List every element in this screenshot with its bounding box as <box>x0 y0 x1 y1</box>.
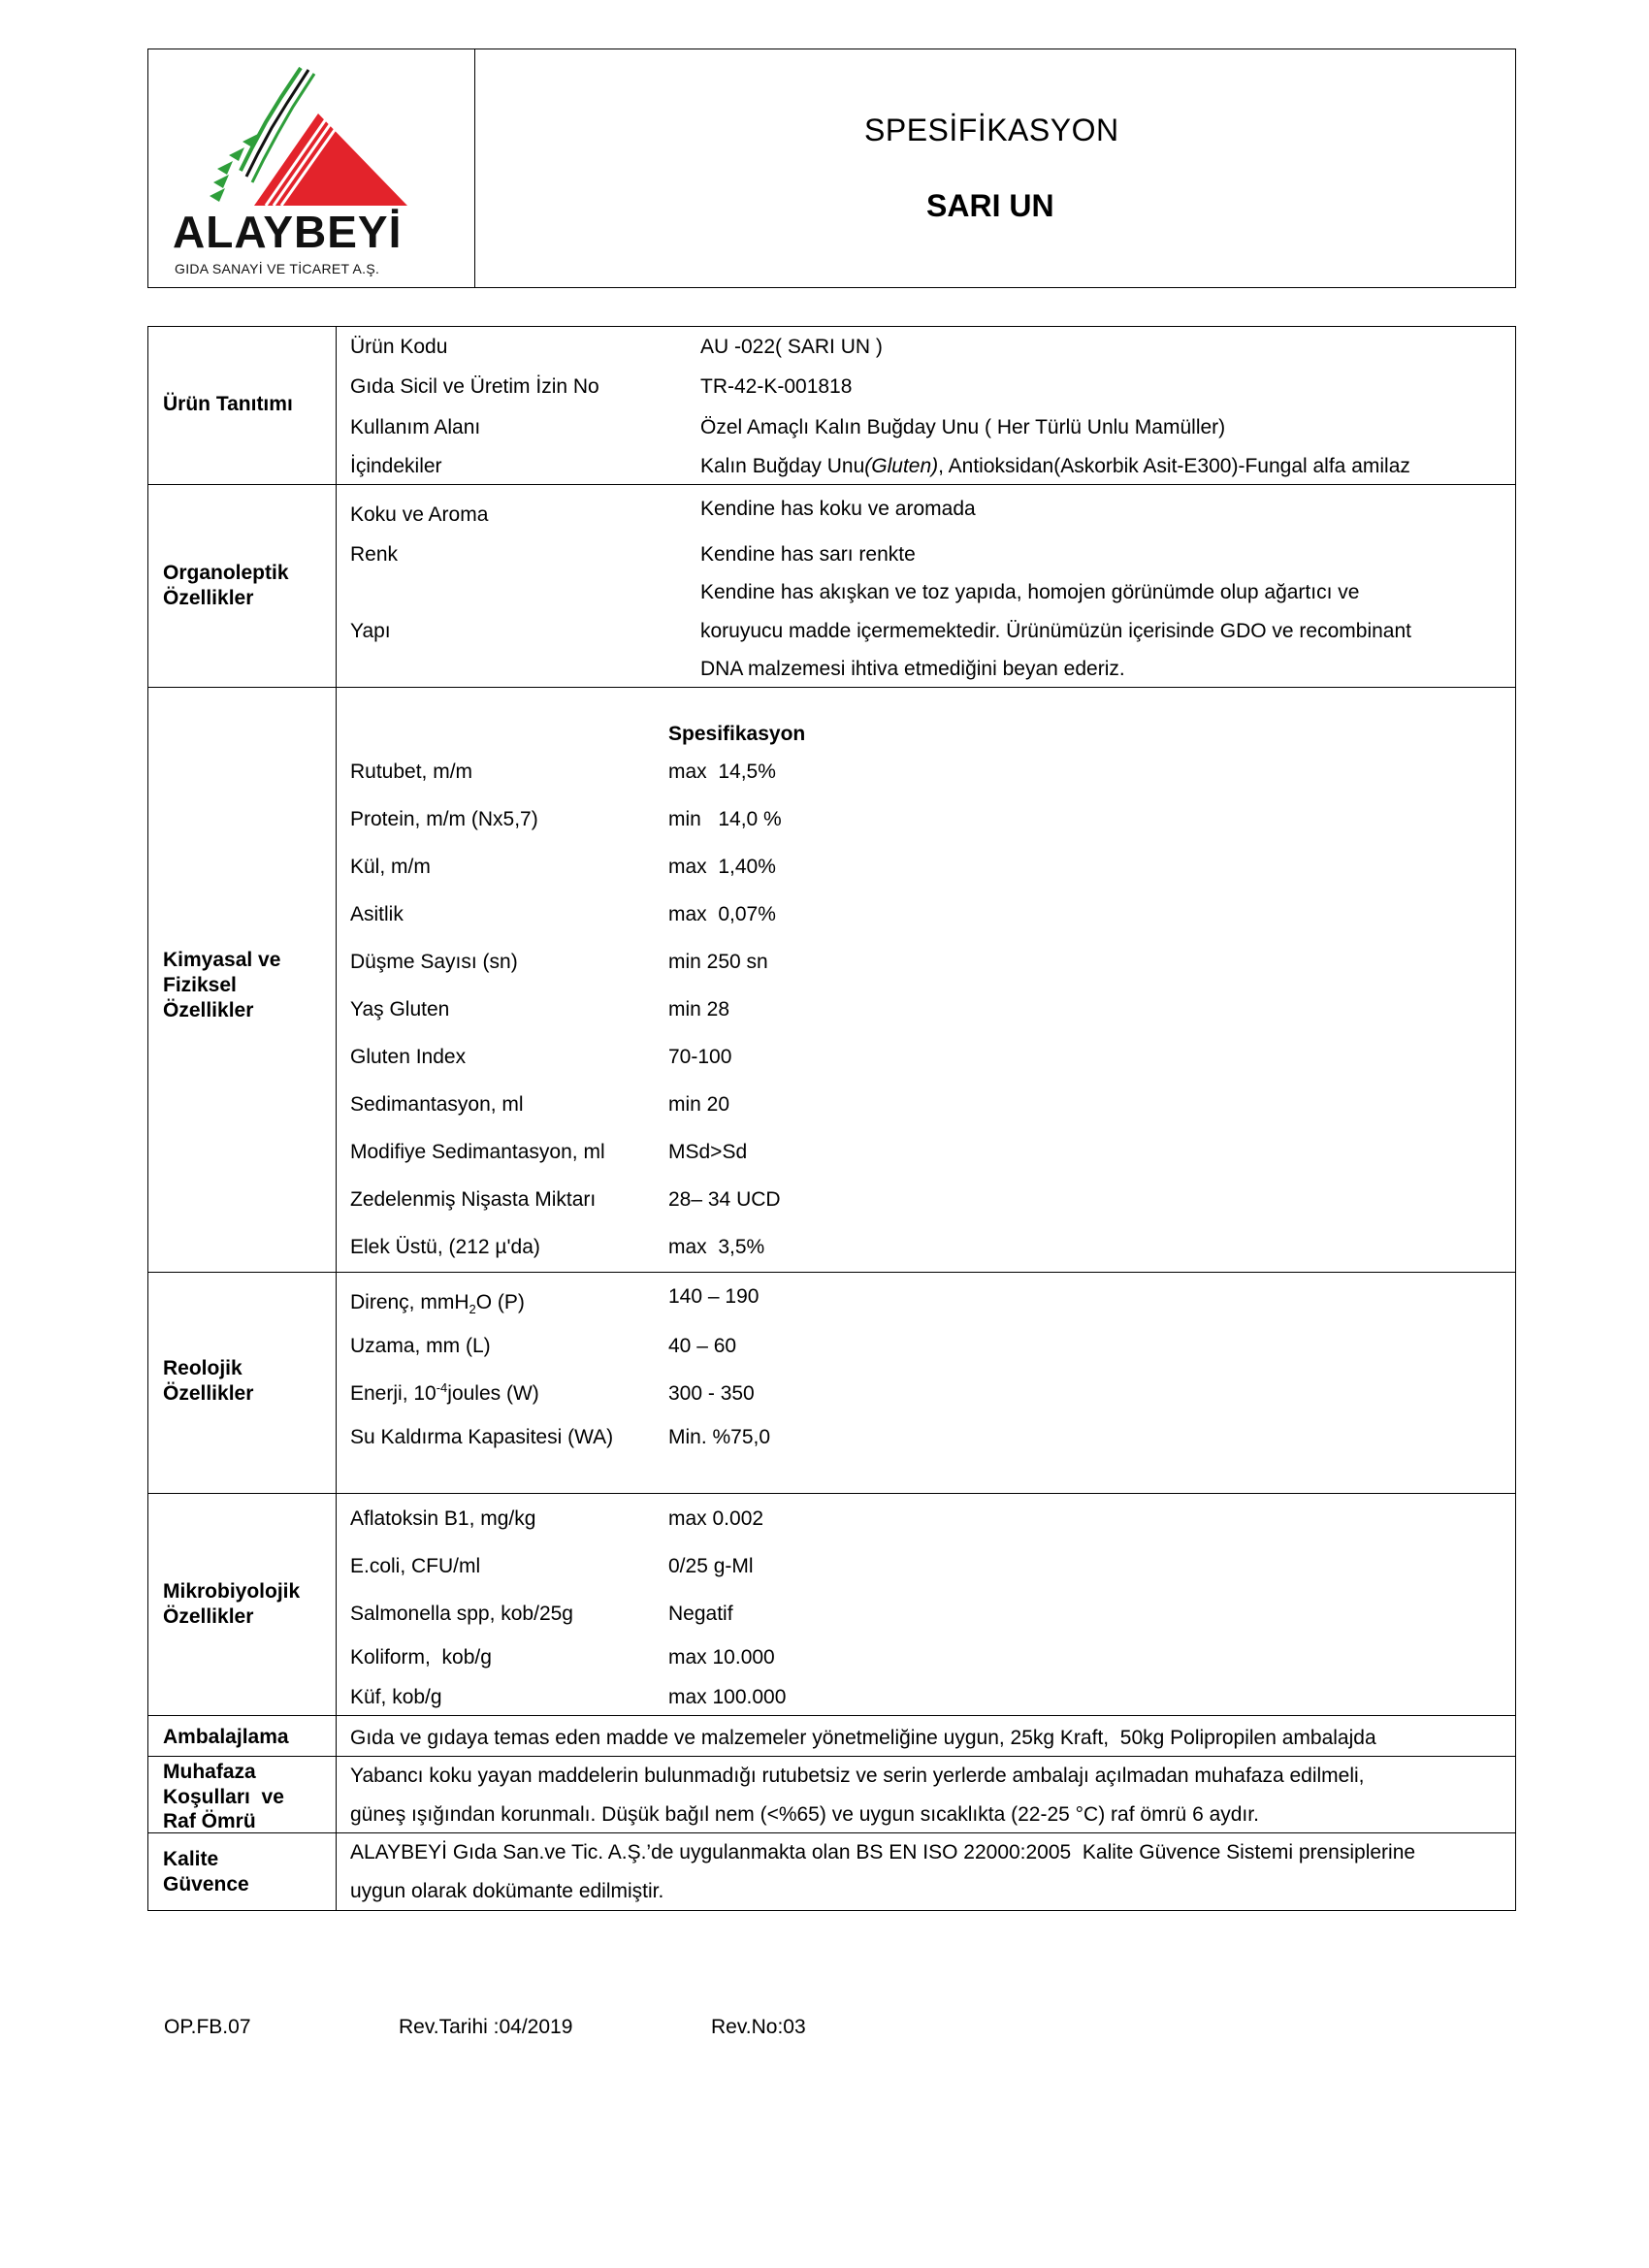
spec-column-header: Spesifikasyon <box>668 723 806 745</box>
value-rutubet: max 14,5% <box>668 761 776 783</box>
label-yapi: Yapı <box>350 620 391 642</box>
value-icindekiler <box>700 454 1410 478</box>
value-muhafaza-line1: Yabancı koku yayan maddelerin bulunmadığı rutubetsiz ve serin yerlerde ambalajı açılmadan muhafaza edilmeli, <box>350 1765 1365 1787</box>
section-kalite-line2: Güvence <box>163 1873 249 1895</box>
label-icindekiler: İçindekiler <box>350 455 442 477</box>
section-mikrobiyolojik-line2: Özellikler <box>163 1605 254 1628</box>
value-su-kaldirma: Min. %75,0 <box>668 1426 771 1448</box>
label-kullanim-alani: Kullanım Alanı <box>350 416 481 438</box>
icindekiler-part1: Kalın Buğday Unu <box>700 455 865 477</box>
value-koliform: max 10.000 <box>668 1646 775 1669</box>
section-kalite-line1: Kalite <box>163 1848 219 1870</box>
value-koku: Kendine has koku ve aromada <box>700 498 976 520</box>
section-ambalajlama: Ambalajlama <box>163 1726 289 1748</box>
label-su-kaldirma: Su Kaldırma Kapasitesi (WA) <box>350 1426 614 1448</box>
value-renk: Kendine has sarı renkte <box>700 543 916 566</box>
logo-brand: ALAYBEYİ <box>173 207 403 257</box>
row-separator <box>147 484 1516 485</box>
section-organoleptik-line2: Özellikler <box>163 587 254 609</box>
section-reolojik-line1: Reolojik <box>163 1357 242 1379</box>
logo-tagline: GIDA SANAYİ VE TİCARET A.Ş. <box>175 261 380 276</box>
label-protein: Protein, m/m (Nx5,7) <box>350 808 538 830</box>
label-uzama: Uzama, mm (L) <box>350 1335 491 1357</box>
enerji-post: joules (W) <box>447 1382 539 1405</box>
direnc-post: O (P) <box>475 1291 525 1313</box>
label-gluten-index: Gluten Index <box>350 1046 467 1068</box>
icindekiler-gluten: (Gluten) <box>864 455 939 477</box>
label-salmonella: Salmonella spp, kob/25g <box>350 1603 573 1625</box>
value-modifiye-sedimantasyon: MSd>Sd <box>668 1141 748 1163</box>
section-reolojik-line2: Özellikler <box>163 1382 254 1405</box>
value-kalite-line1: ALAYBEYİ Gıda San.ve Tic. A.Ş.’de uygulanmakta olan BS EN ISO 22000:2005 Kalite Güvence Sistemi prensiplerine <box>350 1841 1416 1863</box>
label-modifiye-sedimantasyon: Modifiye Sedimantasyon, ml <box>350 1141 605 1163</box>
label-dusme-sayisi: Düşme Sayısı (sn) <box>350 951 518 973</box>
value-zedelenmis-nisasta: 28– 34 UCD <box>668 1188 781 1211</box>
value-kalite-line2: uygun olarak dokümante edilmiştir. <box>350 1880 664 1902</box>
page-title: SPESİFİKASYON <box>864 113 1119 147</box>
label-koku: Koku ve Aroma <box>350 503 489 526</box>
label-renk: Renk <box>350 543 399 566</box>
label-rutubet: Rutubet, m/m <box>350 761 473 783</box>
section-kimyasal-line1: Kimyasal ve <box>163 949 281 971</box>
label-yas-gluten: Yaş Gluten <box>350 998 450 1021</box>
value-yapi-line2: koruyucu madde içermemektedir. Ürünümüzün içerisinde GDO ve recombinant <box>700 620 1411 642</box>
value-aflatoksin: max 0.002 <box>668 1507 764 1530</box>
value-enerji: 300 - 350 <box>668 1382 755 1405</box>
value-asitlik: max 0,07% <box>668 903 776 925</box>
value-urun-kodu: AU -022( SARI UN ) <box>700 336 883 358</box>
enerji-sup: -4 <box>436 1380 448 1395</box>
label-direnc <box>350 1290 525 1317</box>
label-kuf: Küf, kob/g <box>350 1686 442 1708</box>
value-direnc: 140 – 190 <box>668 1285 760 1308</box>
row-separator <box>147 1493 1516 1494</box>
section-muhafaza-line2: Koşulları ve <box>163 1786 284 1808</box>
value-protein: min 14,0 % <box>668 808 782 830</box>
product-title: SARI UN <box>926 188 1054 223</box>
value-kuf: max 100.000 <box>668 1686 787 1708</box>
section-mikrobiyolojik-line1: Mikrobiyolojik <box>163 1580 301 1603</box>
value-ecoli: 0/25 g-Ml <box>668 1555 754 1577</box>
footer-rev-no: Rev.No:03 <box>711 2016 806 2038</box>
label-enerji <box>350 1381 539 1406</box>
label-urun-kodu: Ürün Kodu <box>350 336 448 358</box>
value-sedimantasyon: min 20 <box>668 1093 730 1116</box>
section-urun-tanitimi: Ürün Tanıtımı <box>163 393 293 415</box>
footer-rev-date: Rev.Tarihi :04/2019 <box>399 2016 573 2038</box>
value-dusme-sayisi: min 250 sn <box>668 951 768 973</box>
value-kul: max 1,40% <box>668 856 776 878</box>
value-yas-gluten: min 28 <box>668 998 730 1021</box>
table-column-divider <box>336 326 337 1911</box>
label-sedimantasyon: Sedimantasyon, ml <box>350 1093 524 1116</box>
direnc-pre: Direnç, mmH <box>350 1291 469 1313</box>
value-salmonella: Negatif <box>668 1603 733 1625</box>
label-aflatoksin: Aflatoksin B1, mg/kg <box>350 1507 536 1530</box>
row-separator <box>147 1715 1516 1716</box>
value-yapi-line3: DNA malzemesi ihtiva etmediğini beyan ederiz. <box>700 658 1125 680</box>
footer-doc-code: OP.FB.07 <box>164 2016 251 2038</box>
label-zedelenmis-nisasta: Zedelenmiş Nişasta Miktarı <box>350 1188 597 1211</box>
value-ambalajlama: Gıda ve gıdaya temas eden madde ve malzemeler yönetmeliğine uygun, 25kg Kraft, 50kg Polipropilen ambalajda <box>350 1727 1376 1749</box>
row-separator <box>147 687 1516 688</box>
direnc-sub: 2 <box>469 1302 476 1317</box>
section-kimyasal-line3: Özellikler <box>163 999 254 1021</box>
value-gida-sicil: TR-42-K-001818 <box>700 375 853 398</box>
icindekiler-part2: , Antioksidan(Askorbik Asit-E300)-Fungal alfa amilaz <box>938 455 1410 477</box>
label-kul: Kül, m/m <box>350 856 431 878</box>
value-muhafaza-line2: güneş ışığından korunmalı. Düşük bağıl nem (<%65) ve uygun sıcaklıkta (22-25 °C) raf ömrü 6 aydır. <box>350 1803 1259 1826</box>
value-gluten-index: 70-100 <box>668 1046 732 1068</box>
section-kimyasal-line2: Fiziksel <box>163 974 237 996</box>
label-asitlik: Asitlik <box>350 903 404 925</box>
row-separator <box>147 1832 1516 1833</box>
value-elek-ustu: max 3,5% <box>668 1236 765 1258</box>
header-divider <box>474 49 475 288</box>
label-elek-ustu: Elek Üstü, (212 µ'da) <box>350 1236 540 1258</box>
enerji-pre: Enerji, 10 <box>350 1382 436 1405</box>
section-organoleptik-line1: Organoleptik <box>163 562 289 584</box>
row-separator <box>147 1756 1516 1757</box>
value-uzama: 40 – 60 <box>668 1335 737 1357</box>
label-gida-sicil: Gıda Sicil ve Üretim İzin No <box>350 375 599 398</box>
value-yapi-line1: Kendine has akışkan ve toz yapıda, homojen görünümde olup ağartıcı ve <box>700 581 1360 603</box>
label-koliform: Koliform, kob/g <box>350 1646 492 1669</box>
company-logo <box>165 60 456 283</box>
value-kullanim-alani: Özel Amaçlı Kalın Buğday Unu ( Her Türlü Unlu Mamüller) <box>700 416 1226 438</box>
label-ecoli: E.coli, CFU/ml <box>350 1555 481 1577</box>
section-muhafaza-line3: Raf Ömrü <box>163 1810 256 1832</box>
section-muhafaza-line1: Muhafaza <box>163 1761 256 1783</box>
row-separator <box>147 1272 1516 1273</box>
